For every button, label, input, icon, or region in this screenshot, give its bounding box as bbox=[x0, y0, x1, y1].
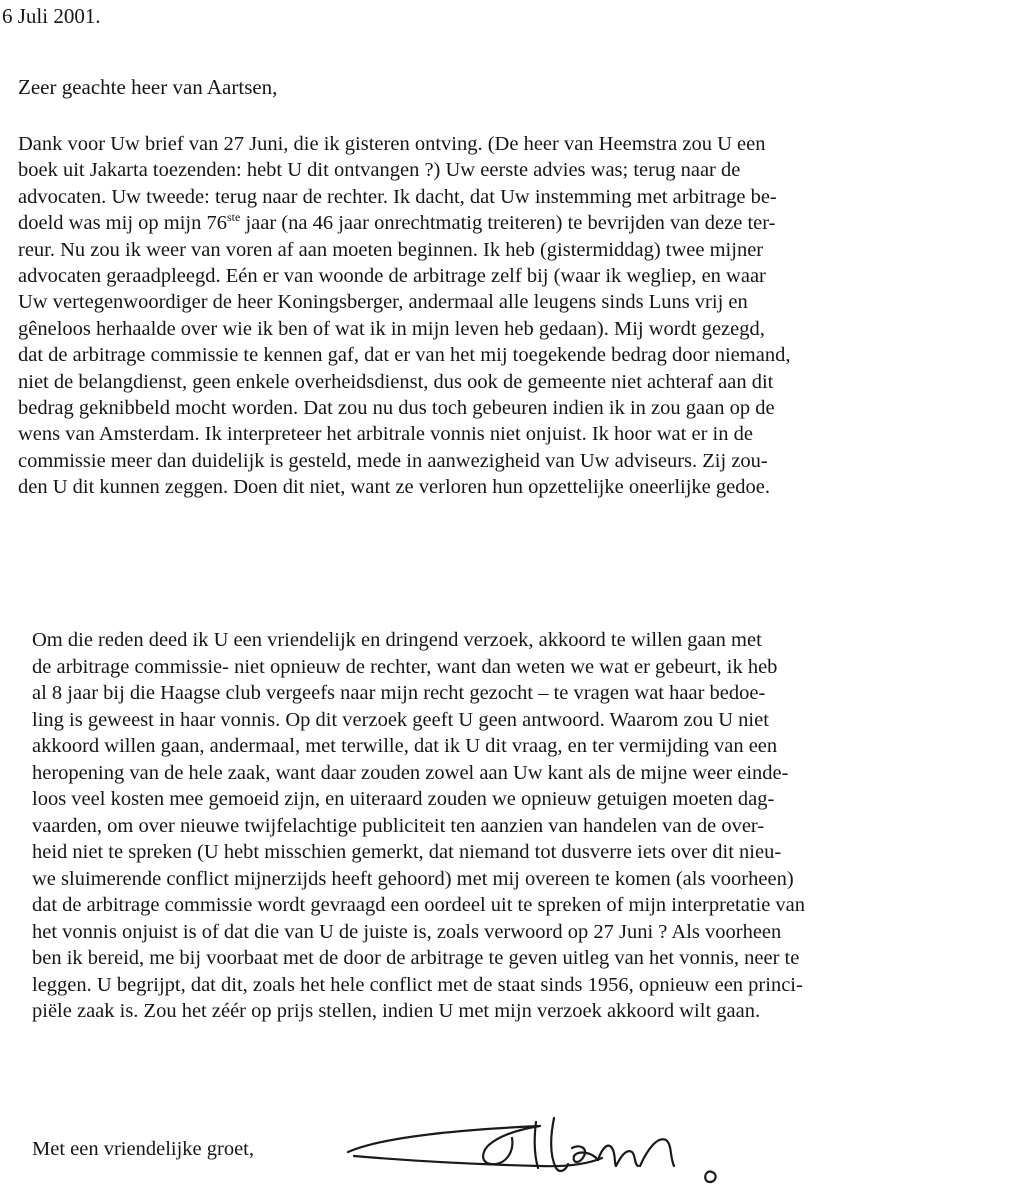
text-line: leggen. U begrijpt, dat dit, zoals het hele conflict met de staat sinds 1956, opnieuw een princi- bbox=[32, 973, 803, 996]
text-line: commissie meer dan duidelijk is gesteld, mede in aanwezigheid van Uw adviseurs. Zij zou- bbox=[18, 449, 768, 472]
text-line: we sluimerende conflict mijnerzijds heeft gehoord) met mij overeen te komen (als voorheen) bbox=[32, 867, 794, 890]
ordinal-superscript: ste bbox=[226, 210, 241, 225]
text-line: vaarden, om over nieuwe twijfelachtige publiciteit ten aanzien van handelen van de over- bbox=[32, 814, 765, 837]
text-line: advocaten geraadpleegd. Eén er van woonde de arbitrage zelf bij (waar ik wegliep, en waar bbox=[18, 265, 766, 288]
handwritten-signature bbox=[340, 1108, 740, 1196]
text-line: al 8 jaar bij die Haagse club vergeefs naar mijn recht gezocht – te vragen wat haar bedoe- bbox=[32, 682, 766, 704]
text-line: loos veel kosten mee gemoeid zijn, en uiteraard zouden we opnieuw getuigen moeten dag- bbox=[32, 788, 775, 810]
text-line: advocaten. Uw tweede: terug naar de rechter. Ik dacht, dat Uw instemming met arbitrage be- bbox=[18, 185, 777, 208]
text-line: reur. Nu zou ik weer van voren af aan moeten beginnen. Ik heb (gistermiddag) twee mijner bbox=[18, 238, 764, 261]
paragraph-2 bbox=[32, 627, 1007, 1025]
text-line: dat de arbitrage commissie wordt gevraagd een oordeel uit te spreken of mijn interpretatie van bbox=[32, 894, 806, 916]
text-line: het vonnis onjuist is of dat die van U de juiste is, zoals verwoord op 27 Juni ? Als voorheen bbox=[32, 920, 782, 943]
letter-salutation: Zeer geachte heer van Aartsen, bbox=[18, 75, 278, 99]
text-line: wens van Amsterdam. Ik interpreteer het arbitrale vonnis niet onjuist. Ik hoor wat er in de bbox=[18, 423, 753, 446]
text-segment: jaar (na 46 jaar onrechtmatig treiteren) te bevrijden van deze ter- bbox=[240, 212, 776, 235]
text-line: Uw vertegenwoordiger de heer Koningsberger, andermaal alle leugens sinds Luns vrij en bbox=[18, 291, 748, 314]
text-line bbox=[18, 210, 1003, 236]
text-line: piële zaak is. Zou het zéér op prijs stellen, indien U met mijn verzoek akkoord wilt gaan. bbox=[32, 1000, 761, 1022]
text-line: ben ik bereid, me bij voorbaat met de door de arbitrage te geven uitleg van het vonnis, neer te bbox=[32, 947, 800, 969]
text-line: heid niet te spreken (U hebt misschien gemerkt, dat niemand tot dusverre iets over dit nieu- bbox=[32, 841, 782, 863]
text-line: de arbitrage commissie- niet opnieuw de rechter, want dan weten we wat er gebeurt, ik heb bbox=[32, 655, 778, 678]
paragraph-1 bbox=[18, 131, 1003, 501]
text-line: niet de belangdienst, geen enkele overheidsdienst, dus ook de gemeente niet achteraf aan dit bbox=[18, 370, 774, 393]
text-line: dat de arbitrage commissie te kennen gaf, dat er van het mij toegekende bedrag door niemand, bbox=[18, 344, 791, 367]
text-line: heropening van de hele zaak, want daar zouden zowel aan Uw kant als de mijne weer einde- bbox=[32, 761, 789, 784]
text-line: boek uit Jakarta toezenden: hebt U dit ontvangen ?) Uw eerste advies was; terug naar de bbox=[18, 159, 741, 182]
text-line: Om die reden deed ik U een vriendelijk en dringend verzoek, akkoord te willen gaan met bbox=[32, 629, 762, 651]
text-line: akkoord willen gaan, andermaal, met terwille, dat ik U dit vraag, en ter vermijding van een bbox=[32, 735, 778, 757]
text-line: den U dit kunnen zeggen. Doen dit niet, want ze verloren hun opzettelijke oneerlijke gedoe. bbox=[18, 476, 770, 499]
text-line: ling is geweest in haar vonnis. Op dit verzoek geeft U geen antwoord. Waarom zou U niet bbox=[32, 708, 769, 731]
text-line: gêneloos herhaalde over wie ik ben of wat ik in mijn leven heb gedaan). Mij wordt gezegd, bbox=[18, 317, 765, 340]
text-line: bedrag geknibbeld mocht worden. Dat zou nu dus toch gebeuren indien ik in zou gaan op de bbox=[18, 397, 775, 420]
letter-closing: Met een vriendelijke groet, bbox=[32, 1138, 254, 1160]
text-line: Dank voor Uw brief van 27 Juni, die ik gisteren ontving. (De heer van Heemstra zou U een bbox=[18, 133, 766, 155]
letter-date: 6 Juli 2001. bbox=[2, 4, 101, 28]
text-segment: doeld was mij op mijn 76 bbox=[18, 212, 227, 235]
